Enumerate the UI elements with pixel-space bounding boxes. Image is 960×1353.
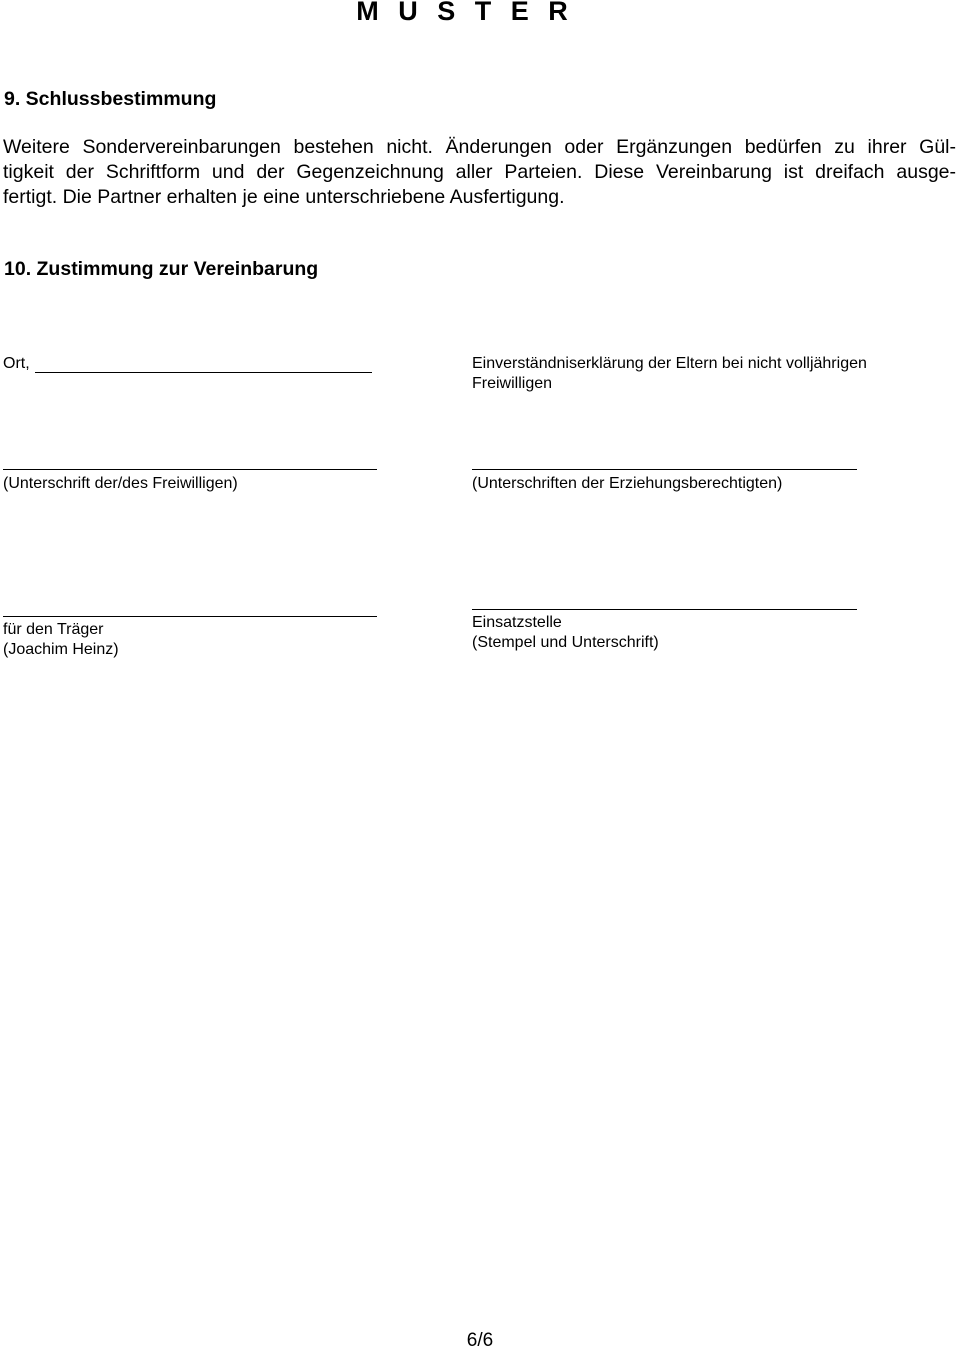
page-number: 6/6 [466, 1330, 494, 1351]
carrier-signature-label-line-2: (Joachim Heinz) [3, 641, 119, 658]
placement-signature-label-line-1: Einsatzstelle [472, 614, 562, 631]
placement-signature-line[interactable] [472, 609, 857, 610]
volunteer-signature-label: (Unterschrift der/des Freiwilligen) [3, 475, 238, 492]
section-9-text-line-2: tigkeit der Schriftform und der Gegenzeichnung aller Parteien. Diese Vereinbarung ist dreifach ausge- [3, 161, 956, 183]
carrier-signature-label-line-1: für den Träger [3, 621, 104, 638]
place-signature-line[interactable] [35, 372, 372, 373]
guardians-signature-line[interactable] [472, 469, 857, 470]
parental-consent-label-line-2: Freiwilligen [472, 375, 553, 392]
section-10-heading: 10. Zustimmung zur Vereinbarung [4, 258, 319, 280]
volunteer-signature-line[interactable] [3, 469, 377, 470]
place-label: Ort, [3, 355, 30, 372]
section-9-text-line-3: fertigt. Die Partner erhalten je eine unterschriebene Ausfertigung. [3, 186, 565, 208]
placement-signature-label-line-2: (Stempel und Unterschrift) [472, 634, 659, 651]
guardians-signature-label: (Unterschriften der Erziehungsberechtigten) [472, 475, 783, 492]
parental-consent-label-line-1: Einverständniserklärung der Eltern bei nicht volljährigen [472, 355, 867, 372]
carrier-signature-line[interactable] [3, 616, 377, 617]
section-9-text-line-1: Weitere Sondervereinbarungen bestehen nicht. Änderungen oder Ergänzungen bedürfen zu ihrer Gül- [3, 136, 956, 158]
section-9-heading: 9. Schlussbestimmung [4, 88, 217, 110]
watermark-title: M U S T E R [356, 0, 574, 26]
